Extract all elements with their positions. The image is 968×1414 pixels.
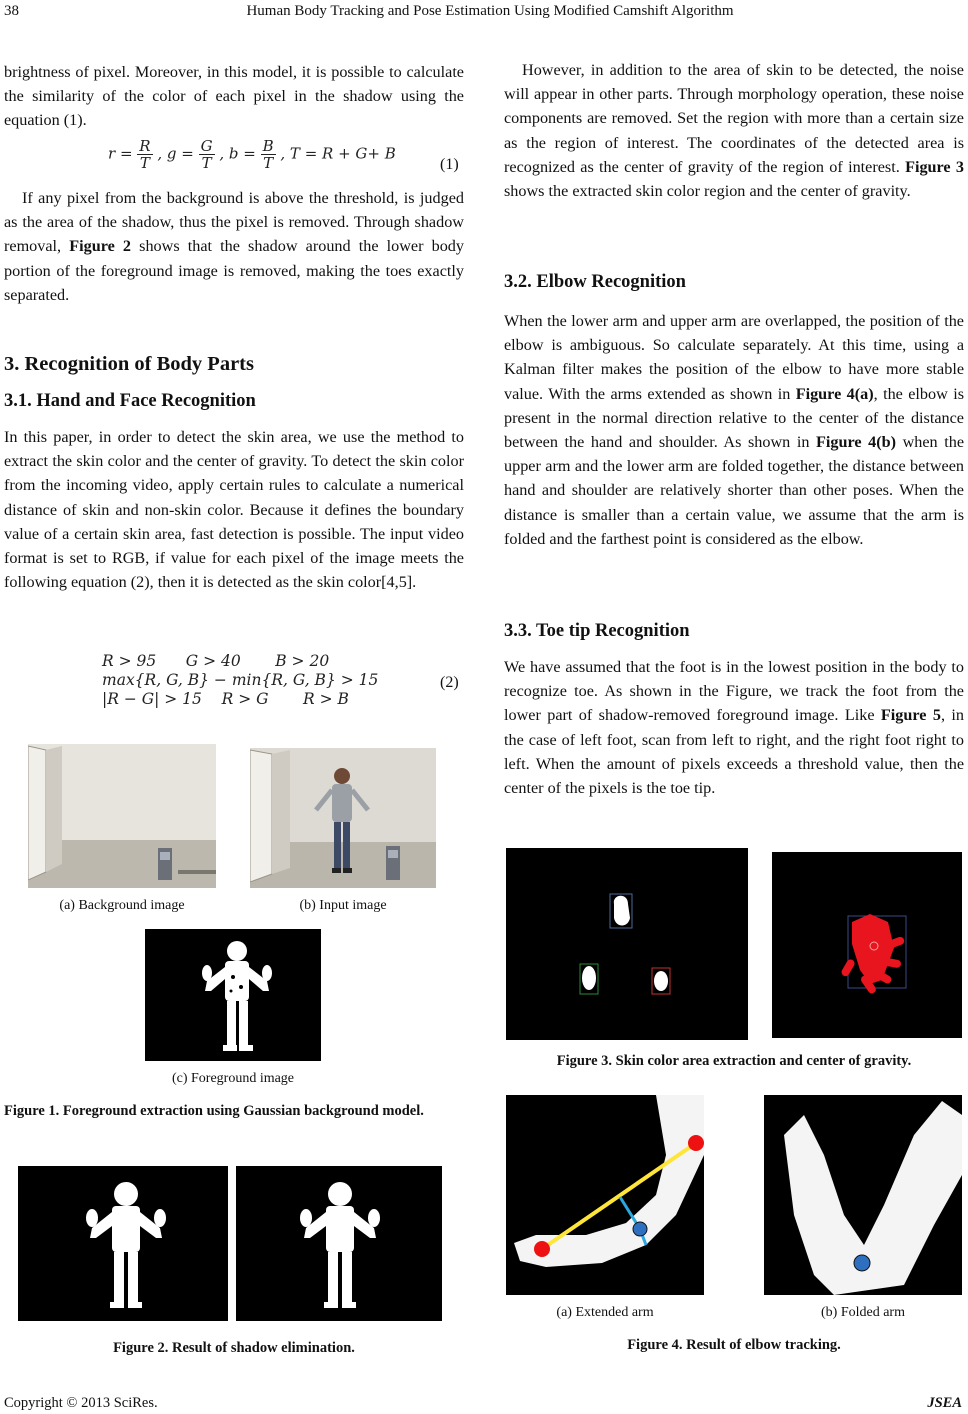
figure-1b-caption: (b) Input image	[299, 898, 387, 913]
figure-3-ref: Figure 3	[905, 157, 964, 176]
figure-4b-image	[764, 1095, 962, 1295]
figure-1-caption: Figure 1. Foreground extraction using Gaussian background model.	[4, 1103, 424, 1119]
equation-2-number: (2)	[440, 674, 459, 691]
footer-journal: JSEA	[927, 1395, 962, 1411]
figure-2-image-left	[18, 1166, 228, 1321]
equation-2: R > 95 G > 40 B > 20 max{R, G, B} − min{R, G, B} > 15 |R − G| > 15 R > G R > B	[102, 652, 379, 708]
figure-4a-caption: (a) Extended arm	[556, 1305, 654, 1320]
figure-3-image-left	[506, 848, 748, 1040]
left-paragraph-3: In this paper, in order to detect the skin area, we use the method to extract the skin color and the center of gravity. To detect the skin color from the incoming video, apply certain rules to calculate a numerical distance of skin and non-skin color. Because it defines the boundary value of a certain skin area, fast detection is possible. The input video format is set to RGB, if value for each pixel of the image meets the following equation (2), then it is detected as the skin color[4,5].	[4, 428, 464, 592]
left-column-2	[4, 186, 464, 307]
figure-2-image-right	[236, 1166, 442, 1321]
section-3-title: 3. Recognition of Body Parts	[4, 353, 254, 375]
figure-2-ref: Figure 2	[69, 237, 132, 256]
left-column-3	[4, 425, 464, 594]
figure-1c-caption: (c) Foreground image	[171, 1071, 295, 1086]
equation-1	[108, 138, 428, 174]
right-paragraph-1: However, in addition to the area of skin to be detected, the noise will appear in other parts. Through morphology operation, these noise components are removed. Set the region with more than a certain size as the region of interest. The coordinates of the detected area is recognized as the center of gravity of the region of interest. Figure 3 shows the extracted skin color region and the center of gravity.	[504, 61, 964, 201]
right-column-3	[504, 655, 964, 800]
figure-5-ref: Figure 5	[880, 706, 941, 725]
right-paragraph-3: We have assumed that the foot is in the lowest position in the body to recognize toe. As shown in the Figure, we track the foot from the lower part of shadow-removed foreground image. Like Figure 5, in the case of left foot, scan from left to right, and the right foot right to left. When the amount of pixels exceeds a threshold value, then the center of the pixels is the toe tip.	[504, 658, 964, 798]
figure-4-caption: Figure 4. Result of elbow tracking.	[627, 1337, 841, 1353]
figure-4a-ref: Figure 4(a)	[795, 384, 874, 403]
section-3-2-title: 3.2. Elbow Recognition	[504, 272, 686, 292]
right-column-2	[504, 309, 964, 551]
figure-1c-foreground-image	[145, 929, 321, 1061]
left-column	[4, 60, 464, 133]
equation-1-number: (1)	[440, 156, 459, 173]
figure-1a-caption: (a) Background image	[59, 898, 185, 913]
running-title: Human Body Tracking and Pose Estimation Using Modified Camshift Algorithm	[246, 3, 734, 19]
right-paragraph-2: When the lower arm and upper arm are overlapped, the position of the elbow is ambiguous. So calculate separately. At this time, using a Kalman filter makes the position of the elbow to have more stable value. With the arms extended as shown in Figure 4(a), the elbow is present in the normal direction relative to the center of the distance between the hand and shoulder. As shown in Figure 4(b) when the upper arm and the lower arm are folded together, the distance between hand and shoulder are relatively shorter than other poses. When the distance is smaller than a certain value, we assume that the arm is folded and the farthest point is considered as the elbow.	[504, 312, 965, 548]
figure-4b-caption: (b) Folded arm	[821, 1305, 905, 1320]
figure-1b-input-image	[250, 748, 436, 888]
right-column	[504, 58, 964, 203]
left-paragraph-1: brightness of pixel. Moreover, in this model, it is possible to calculate the similarity of the color of each pixel in the shadow using the equation (1).	[4, 63, 464, 130]
figure-3-image-right	[772, 852, 962, 1038]
section-3-3-title: 3.3. Toe tip Recognition	[504, 621, 690, 641]
figure-2-caption: Figure 2. Result of shadow elimination.	[113, 1340, 355, 1356]
figure-4b-ref: Figure 4(b)	[816, 433, 897, 452]
page-number: 38	[4, 3, 19, 19]
figure-4a-image	[506, 1095, 704, 1295]
section-3-1-title: 3.1. Hand and Face Recognition	[4, 391, 256, 411]
figure-3-caption: Figure 3. Skin color area extraction and center of gravity.	[556, 1053, 912, 1069]
figure-1a-background-image	[28, 744, 216, 888]
equation-1-expr: r = $\frac{R}{T}$ , g = $\frac{G}{T}$ , b = $\frac{B}{T}$ , T = R + G+ B	[108, 137, 396, 172]
left-paragraph-2: If any pixel from the background is above the threshold, is judged as the area of the shadow, thus the pixel is removed. Through shadow removal, Figure 2 shows that the shadow around the lower body portion of the foreground image is removed, making the toes exactly separated.	[4, 189, 464, 304]
footer-copyright: Copyright © 2013 SciRes.	[4, 1395, 158, 1411]
